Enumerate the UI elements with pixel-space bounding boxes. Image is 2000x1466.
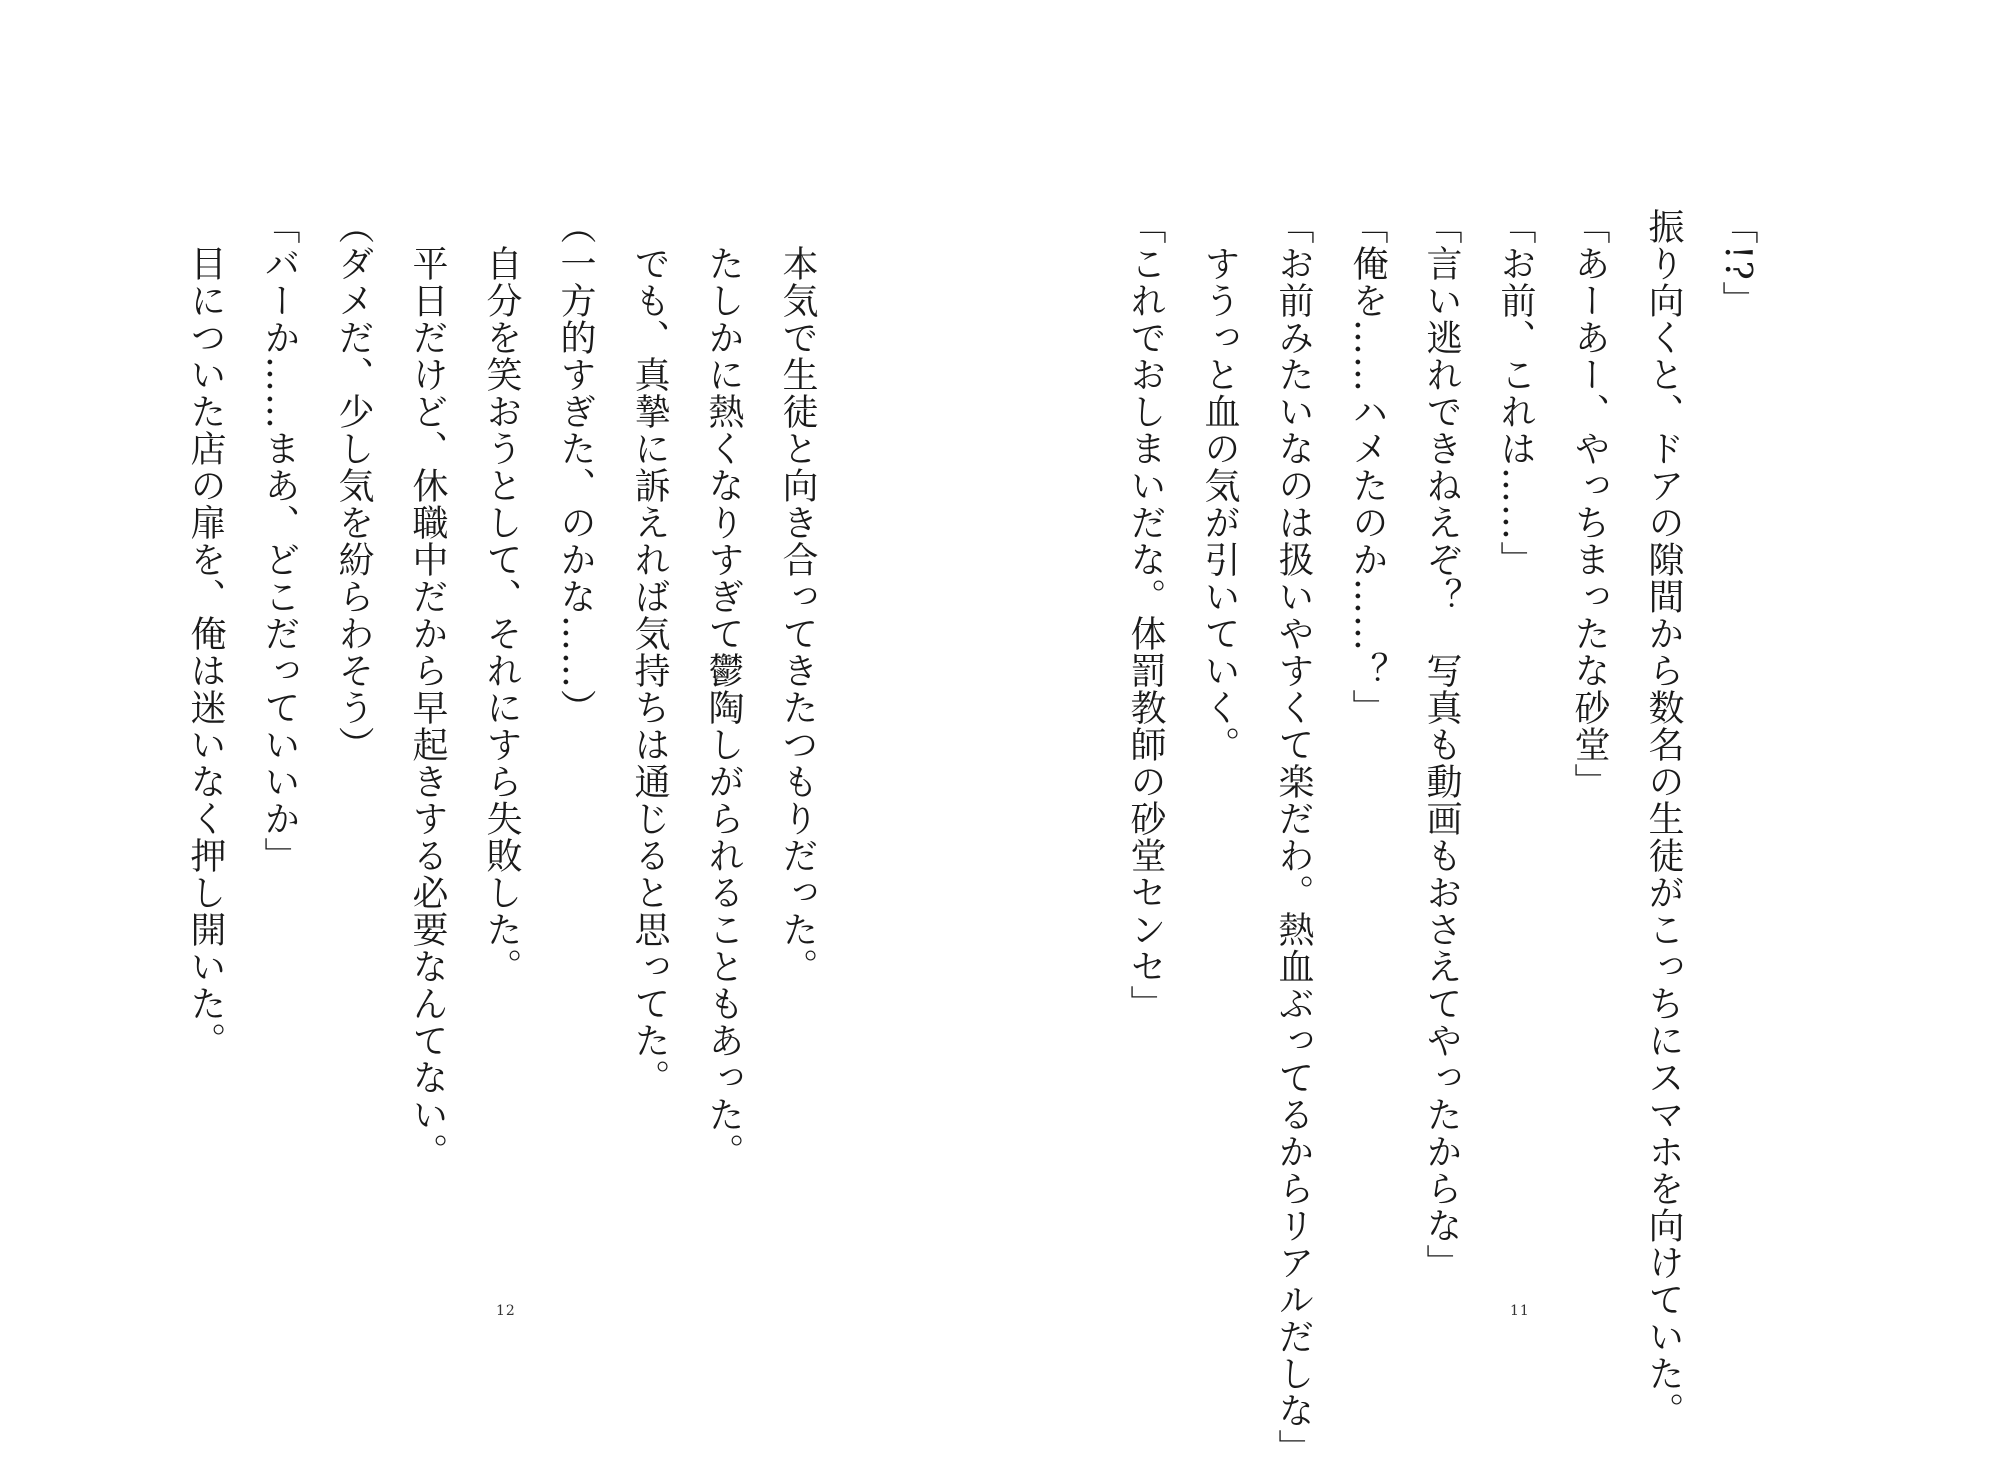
text-line: 「!?」	[1717, 208, 1758, 318]
page-number: 11	[1510, 1303, 1530, 1319]
text-line: 「お前、これは……」	[1495, 208, 1536, 578]
text-line: 「言い逃れできねえぞ？ 写真も動画もおさえてやったからな」	[1421, 208, 1462, 1281]
text-line: 「バーか……まあ、どこだっていいか」	[259, 208, 300, 874]
text-line: すうっと血の気が引いていく。	[1199, 208, 1240, 763]
text-line: （一方的すぎた、のかな……）	[555, 208, 596, 726]
left-page-text	[168, 208, 834, 1218]
text-line: 「これでおしまいだな。体罰教師の砂堂センセ」	[1125, 208, 1166, 1022]
page-number: 12	[496, 1303, 516, 1319]
text-line: 自分を笑おうとして、それにすら失敗した。	[481, 208, 522, 985]
text-line: たしかに熱くなりすぎて鬱陶しがられることもあった。	[703, 208, 744, 1170]
text-line: 目についた店の扉を、俺は迷いなく押し開いた。	[185, 208, 226, 1059]
text-line: 「お前みたいなのは扱いやすくて楽だわ。熱血ぶってるからリアルだしな」	[1273, 208, 1314, 1466]
right-page	[1000, 0, 2000, 1466]
text-line: 平日だけど、休職中だから早起きする必要なんてない。	[407, 208, 448, 1170]
text-line: でも、真摯に訴えれば気持ちは通じると思ってた。	[629, 208, 670, 1096]
text-line: 「あーあー、やっちまったな砂堂」	[1569, 208, 1610, 800]
text-line: 「俺を……ハメたのか……？」	[1347, 208, 1388, 726]
text-line: 振り向くと、ドアの隙間から数名の生徒がこっちにスマホを向けていた。	[1643, 208, 1684, 1429]
text-line: 本気で生徒と向き合ってきたつもりだった。	[777, 208, 818, 985]
left-page	[0, 0, 1000, 1416]
text-line: （ダメだ、少し気を紛らわそう）	[333, 208, 374, 763]
